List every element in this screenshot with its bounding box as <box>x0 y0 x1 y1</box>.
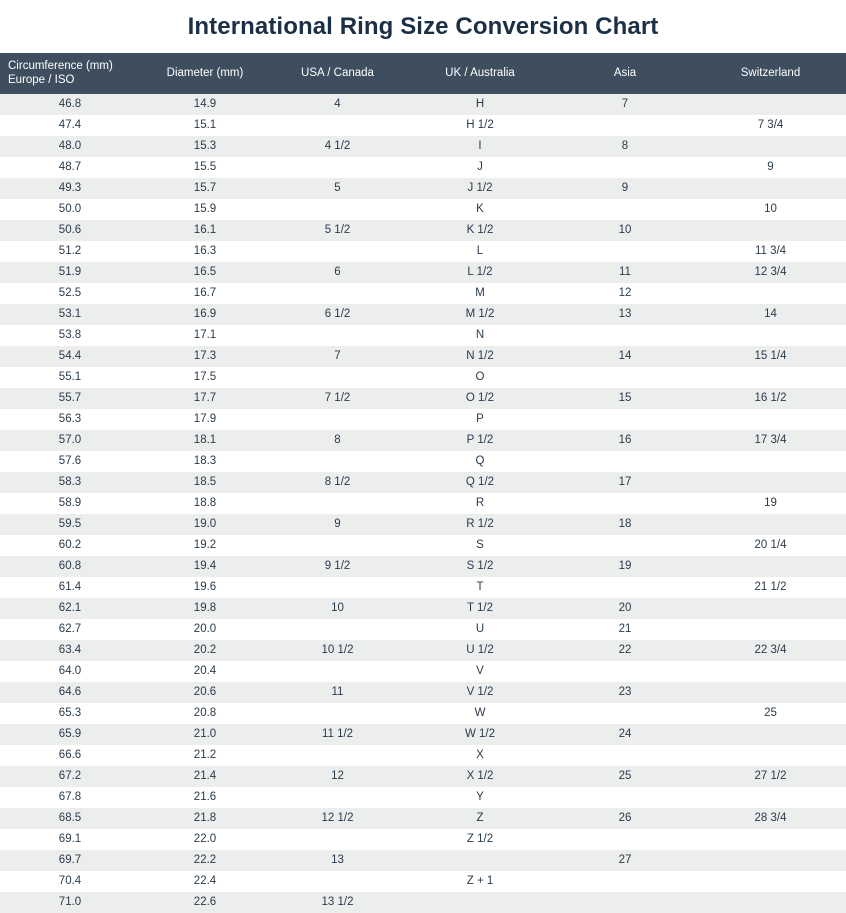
table-cell: 15 <box>555 388 695 409</box>
table-cell: 5 <box>270 178 405 199</box>
table-cell <box>555 535 695 556</box>
table-cell: 19.2 <box>140 535 270 556</box>
table-cell <box>270 367 405 388</box>
table-cell <box>695 682 846 703</box>
table-cell: 20.2 <box>140 640 270 661</box>
table-cell <box>555 829 695 850</box>
table-cell <box>555 115 695 136</box>
table-cell: 22 <box>555 640 695 661</box>
table-cell: 13 1/2 <box>270 892 405 913</box>
table-cell: 21.6 <box>140 787 270 808</box>
table-row <box>0 157 846 178</box>
table-cell <box>555 787 695 808</box>
table-cell: 22.6 <box>140 892 270 913</box>
table-cell: J <box>405 157 555 178</box>
column-header-switzerland: Switzerland <box>695 53 846 94</box>
table-row <box>0 115 846 136</box>
table-cell: 17.7 <box>140 388 270 409</box>
table-row <box>0 472 846 493</box>
table-cell: H <box>405 94 555 115</box>
table-row <box>0 577 846 598</box>
table-row <box>0 682 846 703</box>
page-title: International Ring Size Conversion Chart <box>187 13 659 40</box>
table-cell: 15.3 <box>140 136 270 157</box>
table-cell: 21.0 <box>140 724 270 745</box>
table-cell: 16.7 <box>140 283 270 304</box>
table-cell <box>270 703 405 724</box>
table-cell <box>695 367 846 388</box>
table-cell: H 1/2 <box>405 115 555 136</box>
table-cell: 18.1 <box>140 430 270 451</box>
table-cell: 14 <box>555 346 695 367</box>
table-header <box>0 53 846 94</box>
table-row <box>0 745 846 766</box>
table-cell <box>270 619 405 640</box>
table-cell: 12 1/2 <box>270 808 405 829</box>
table-cell: 6 <box>270 262 405 283</box>
table-cell: U <box>405 619 555 640</box>
table-cell: 4 1/2 <box>270 136 405 157</box>
table-cell: 71.0 <box>0 892 140 913</box>
table-cell <box>270 157 405 178</box>
table-cell <box>270 409 405 430</box>
table-cell: 20.6 <box>140 682 270 703</box>
table-cell: 19 <box>695 493 846 514</box>
table-cell: V <box>405 661 555 682</box>
table-cell: P <box>405 409 555 430</box>
table-row <box>0 703 846 724</box>
table-cell: 49.3 <box>0 178 140 199</box>
table-cell: N <box>405 325 555 346</box>
table-cell: 13 <box>270 850 405 871</box>
table-cell <box>270 787 405 808</box>
table-cell: 48.0 <box>0 136 140 157</box>
table-cell <box>270 829 405 850</box>
table-row <box>0 640 846 661</box>
table-cell: 67.8 <box>0 787 140 808</box>
table-cell <box>555 325 695 346</box>
table-cell: 47.4 <box>0 115 140 136</box>
table-cell: 11 <box>555 262 695 283</box>
table-cell: 8 <box>555 136 695 157</box>
table-row <box>0 661 846 682</box>
table-cell <box>405 892 555 913</box>
table-cell: 10 <box>270 598 405 619</box>
table-cell: 18.8 <box>140 493 270 514</box>
table-cell <box>555 892 695 913</box>
table-cell: 22.2 <box>140 850 270 871</box>
table-cell <box>270 661 405 682</box>
table-cell: 13 <box>555 304 695 325</box>
table-row <box>0 346 846 367</box>
table-row <box>0 766 846 787</box>
table-cell: 20.8 <box>140 703 270 724</box>
table-row <box>0 283 846 304</box>
table-cell <box>270 325 405 346</box>
table-cell <box>695 472 846 493</box>
table-cell: 21.8 <box>140 808 270 829</box>
table-cell: X <box>405 745 555 766</box>
table-cell: 66.6 <box>0 745 140 766</box>
column-header-circumference-line2: Europe / ISO <box>8 74 75 87</box>
table-cell: 50.6 <box>0 220 140 241</box>
table-cell <box>695 745 846 766</box>
table-cell: 8 1/2 <box>270 472 405 493</box>
table-cell: 52.5 <box>0 283 140 304</box>
column-header-circumference <box>0 53 140 94</box>
table-row <box>0 199 846 220</box>
column-header-diameter: Diameter (mm) <box>140 53 270 94</box>
table-cell: 19.8 <box>140 598 270 619</box>
table-cell: 9 <box>555 178 695 199</box>
table-cell: 55.1 <box>0 367 140 388</box>
table-cell: 14.9 <box>140 94 270 115</box>
table-cell: 10 <box>555 220 695 241</box>
table-row <box>0 94 846 115</box>
table-row <box>0 808 846 829</box>
table-cell <box>695 724 846 745</box>
table-cell <box>270 241 405 262</box>
table-cell: N 1/2 <box>405 346 555 367</box>
table-cell: 23 <box>555 682 695 703</box>
table-cell: 58.9 <box>0 493 140 514</box>
table-cell <box>695 514 846 535</box>
table-row <box>0 178 846 199</box>
table-cell: U 1/2 <box>405 640 555 661</box>
table-cell: 7 1/2 <box>270 388 405 409</box>
table-cell: 58.3 <box>0 472 140 493</box>
table-cell: 22 3/4 <box>695 640 846 661</box>
column-header-asia: Asia <box>555 53 695 94</box>
table-cell <box>695 598 846 619</box>
table-row <box>0 409 846 430</box>
table-cell <box>270 745 405 766</box>
table-cell: 57.0 <box>0 430 140 451</box>
table-row <box>0 556 846 577</box>
table-cell: 64.6 <box>0 682 140 703</box>
table-cell: 17 <box>555 472 695 493</box>
table-row <box>0 787 846 808</box>
table-cell <box>695 220 846 241</box>
table-cell: 48.7 <box>0 157 140 178</box>
table-cell <box>270 493 405 514</box>
table-cell: 69.7 <box>0 850 140 871</box>
table-cell <box>555 409 695 430</box>
table-row <box>0 430 846 451</box>
table-cell: R 1/2 <box>405 514 555 535</box>
table-cell: Z 1/2 <box>405 829 555 850</box>
table-cell: 64.0 <box>0 661 140 682</box>
table-cell: 11 1/2 <box>270 724 405 745</box>
table-cell: 59.5 <box>0 514 140 535</box>
table-cell: R <box>405 493 555 514</box>
table-cell: 70.4 <box>0 871 140 892</box>
table-cell: 5 1/2 <box>270 220 405 241</box>
table-row <box>0 367 846 388</box>
table-cell: Q 1/2 <box>405 472 555 493</box>
table-cell: K 1/2 <box>405 220 555 241</box>
table-cell <box>270 283 405 304</box>
table-row <box>0 619 846 640</box>
table-cell: 62.1 <box>0 598 140 619</box>
table-cell <box>695 325 846 346</box>
table-cell: W <box>405 703 555 724</box>
table-cell <box>555 367 695 388</box>
table-cell: S 1/2 <box>405 556 555 577</box>
table-cell: 22.4 <box>140 871 270 892</box>
table-cell: 56.3 <box>0 409 140 430</box>
table-cell: 21.4 <box>140 766 270 787</box>
table-cell <box>555 745 695 766</box>
table-cell: I <box>405 136 555 157</box>
table-row <box>0 514 846 535</box>
table-cell <box>555 871 695 892</box>
table-cell: 20.4 <box>140 661 270 682</box>
table-row <box>0 262 846 283</box>
table-cell: 16.5 <box>140 262 270 283</box>
table-row <box>0 493 846 514</box>
column-header-usa-canada: USA / Canada <box>270 53 405 94</box>
table-cell: 27 <box>555 850 695 871</box>
table-cell: 67.2 <box>0 766 140 787</box>
table-cell: 12 <box>270 766 405 787</box>
table-cell: 9 <box>270 514 405 535</box>
table-cell: 26 <box>555 808 695 829</box>
table-row <box>0 241 846 262</box>
table-cell: 18.3 <box>140 451 270 472</box>
table-cell: 16.9 <box>140 304 270 325</box>
table-cell: 65.9 <box>0 724 140 745</box>
table-cell <box>270 115 405 136</box>
table-cell: 57.6 <box>0 451 140 472</box>
table-cell: 11 3/4 <box>695 241 846 262</box>
table-row <box>0 136 846 157</box>
table-cell <box>695 829 846 850</box>
table-row <box>0 220 846 241</box>
table-cell <box>555 451 695 472</box>
table-cell: 19.4 <box>140 556 270 577</box>
table-cell: 14 <box>695 304 846 325</box>
table-body <box>0 94 846 913</box>
table-cell <box>270 451 405 472</box>
table-cell: 10 <box>695 199 846 220</box>
table-cell: 62.7 <box>0 619 140 640</box>
table-cell: 17.3 <box>140 346 270 367</box>
table-cell: 28 3/4 <box>695 808 846 829</box>
table-cell: O 1/2 <box>405 388 555 409</box>
table-cell: 18 <box>555 514 695 535</box>
table-cell <box>270 871 405 892</box>
table-cell <box>270 199 405 220</box>
table-cell <box>695 661 846 682</box>
table-cell: 4 <box>270 94 405 115</box>
table-cell: 53.8 <box>0 325 140 346</box>
table-cell: 25 <box>555 766 695 787</box>
table-row <box>0 598 846 619</box>
table-cell: M <box>405 283 555 304</box>
table-cell: 60.8 <box>0 556 140 577</box>
table-cell: 6 1/2 <box>270 304 405 325</box>
table-cell <box>695 451 846 472</box>
table-row <box>0 535 846 556</box>
table-cell: M 1/2 <box>405 304 555 325</box>
table-cell <box>555 577 695 598</box>
table-cell: 17 3/4 <box>695 430 846 451</box>
table-cell: Q <box>405 451 555 472</box>
table-cell <box>695 136 846 157</box>
table-cell: 22.0 <box>140 829 270 850</box>
table-cell <box>405 850 555 871</box>
table-cell: 21 <box>555 619 695 640</box>
table-cell: V 1/2 <box>405 682 555 703</box>
table-cell <box>270 535 405 556</box>
table-cell <box>555 661 695 682</box>
table-cell: T <box>405 577 555 598</box>
table-cell: 69.1 <box>0 829 140 850</box>
table-cell <box>555 703 695 724</box>
table-cell: 15.7 <box>140 178 270 199</box>
table-cell: Z + 1 <box>405 871 555 892</box>
table-cell: 20 <box>555 598 695 619</box>
table-cell: 15 1/4 <box>695 346 846 367</box>
table-row <box>0 304 846 325</box>
table-cell: 27 1/2 <box>695 766 846 787</box>
table-cell <box>695 556 846 577</box>
table-cell: 12 3/4 <box>695 262 846 283</box>
table-cell <box>695 178 846 199</box>
table-cell <box>695 787 846 808</box>
table-cell: 7 3/4 <box>695 115 846 136</box>
table-cell <box>555 157 695 178</box>
table-cell: 15.1 <box>140 115 270 136</box>
table-cell: P 1/2 <box>405 430 555 451</box>
column-header-circumference-line1: Circumference (mm) <box>8 60 113 72</box>
table-cell: J 1/2 <box>405 178 555 199</box>
table-cell: O <box>405 367 555 388</box>
table-cell: 18.5 <box>140 472 270 493</box>
table-cell: T 1/2 <box>405 598 555 619</box>
table-cell: 8 <box>270 430 405 451</box>
table-cell: 16.1 <box>140 220 270 241</box>
table-cell: W 1/2 <box>405 724 555 745</box>
table-cell: 9 <box>695 157 846 178</box>
table-cell: 11 <box>270 682 405 703</box>
table-cell: 20.0 <box>140 619 270 640</box>
table-cell: Z <box>405 808 555 829</box>
table-cell: Y <box>405 787 555 808</box>
table-cell: 17.1 <box>140 325 270 346</box>
table-row <box>0 325 846 346</box>
column-header-uk-australia: UK / Australia <box>405 53 555 94</box>
table-cell: 19.6 <box>140 577 270 598</box>
ring-size-table <box>0 53 846 913</box>
table-cell: 65.3 <box>0 703 140 724</box>
table-cell: 20 1/4 <box>695 535 846 556</box>
table-cell: 16.3 <box>140 241 270 262</box>
table-cell: K <box>405 199 555 220</box>
table-cell: 19 <box>555 556 695 577</box>
table-cell: 17.9 <box>140 409 270 430</box>
table-cell: 9 1/2 <box>270 556 405 577</box>
table-row <box>0 850 846 871</box>
table-cell <box>695 892 846 913</box>
table-cell: 54.4 <box>0 346 140 367</box>
table-cell <box>270 577 405 598</box>
table-cell: 7 <box>555 94 695 115</box>
table-cell: 21.2 <box>140 745 270 766</box>
table-cell: 16 1/2 <box>695 388 846 409</box>
table-cell: 50.0 <box>0 199 140 220</box>
table-cell: 63.4 <box>0 640 140 661</box>
table-cell: 55.7 <box>0 388 140 409</box>
table-cell: 46.8 <box>0 94 140 115</box>
table-cell: 15.5 <box>140 157 270 178</box>
table-cell <box>695 283 846 304</box>
table-cell <box>695 850 846 871</box>
table-cell: 21 1/2 <box>695 577 846 598</box>
table-row <box>0 451 846 472</box>
table-cell: 17.5 <box>140 367 270 388</box>
table-cell <box>555 199 695 220</box>
table-cell: 19.0 <box>140 514 270 535</box>
table-cell: X 1/2 <box>405 766 555 787</box>
table-cell: 16 <box>555 430 695 451</box>
table-cell: 10 1/2 <box>270 640 405 661</box>
table-header-row <box>0 53 846 94</box>
table-cell <box>555 241 695 262</box>
table-cell: L <box>405 241 555 262</box>
table-cell: 68.5 <box>0 808 140 829</box>
table-cell: 60.2 <box>0 535 140 556</box>
table-cell: 25 <box>695 703 846 724</box>
table-row <box>0 724 846 745</box>
table-cell: L 1/2 <box>405 262 555 283</box>
table-cell: 15.9 <box>140 199 270 220</box>
table-cell <box>695 619 846 640</box>
table-row <box>0 892 846 913</box>
table-cell: 53.1 <box>0 304 140 325</box>
table-cell <box>555 493 695 514</box>
table-cell: 51.9 <box>0 262 140 283</box>
table-cell: 51.2 <box>0 241 140 262</box>
table-row <box>0 871 846 892</box>
table-row <box>0 388 846 409</box>
table-cell: 7 <box>270 346 405 367</box>
table-cell <box>695 94 846 115</box>
table-cell: 61.4 <box>0 577 140 598</box>
table-cell: 12 <box>555 283 695 304</box>
table-cell: S <box>405 535 555 556</box>
table-cell <box>695 409 846 430</box>
table-row <box>0 829 846 850</box>
table-cell <box>695 871 846 892</box>
table-cell: 24 <box>555 724 695 745</box>
